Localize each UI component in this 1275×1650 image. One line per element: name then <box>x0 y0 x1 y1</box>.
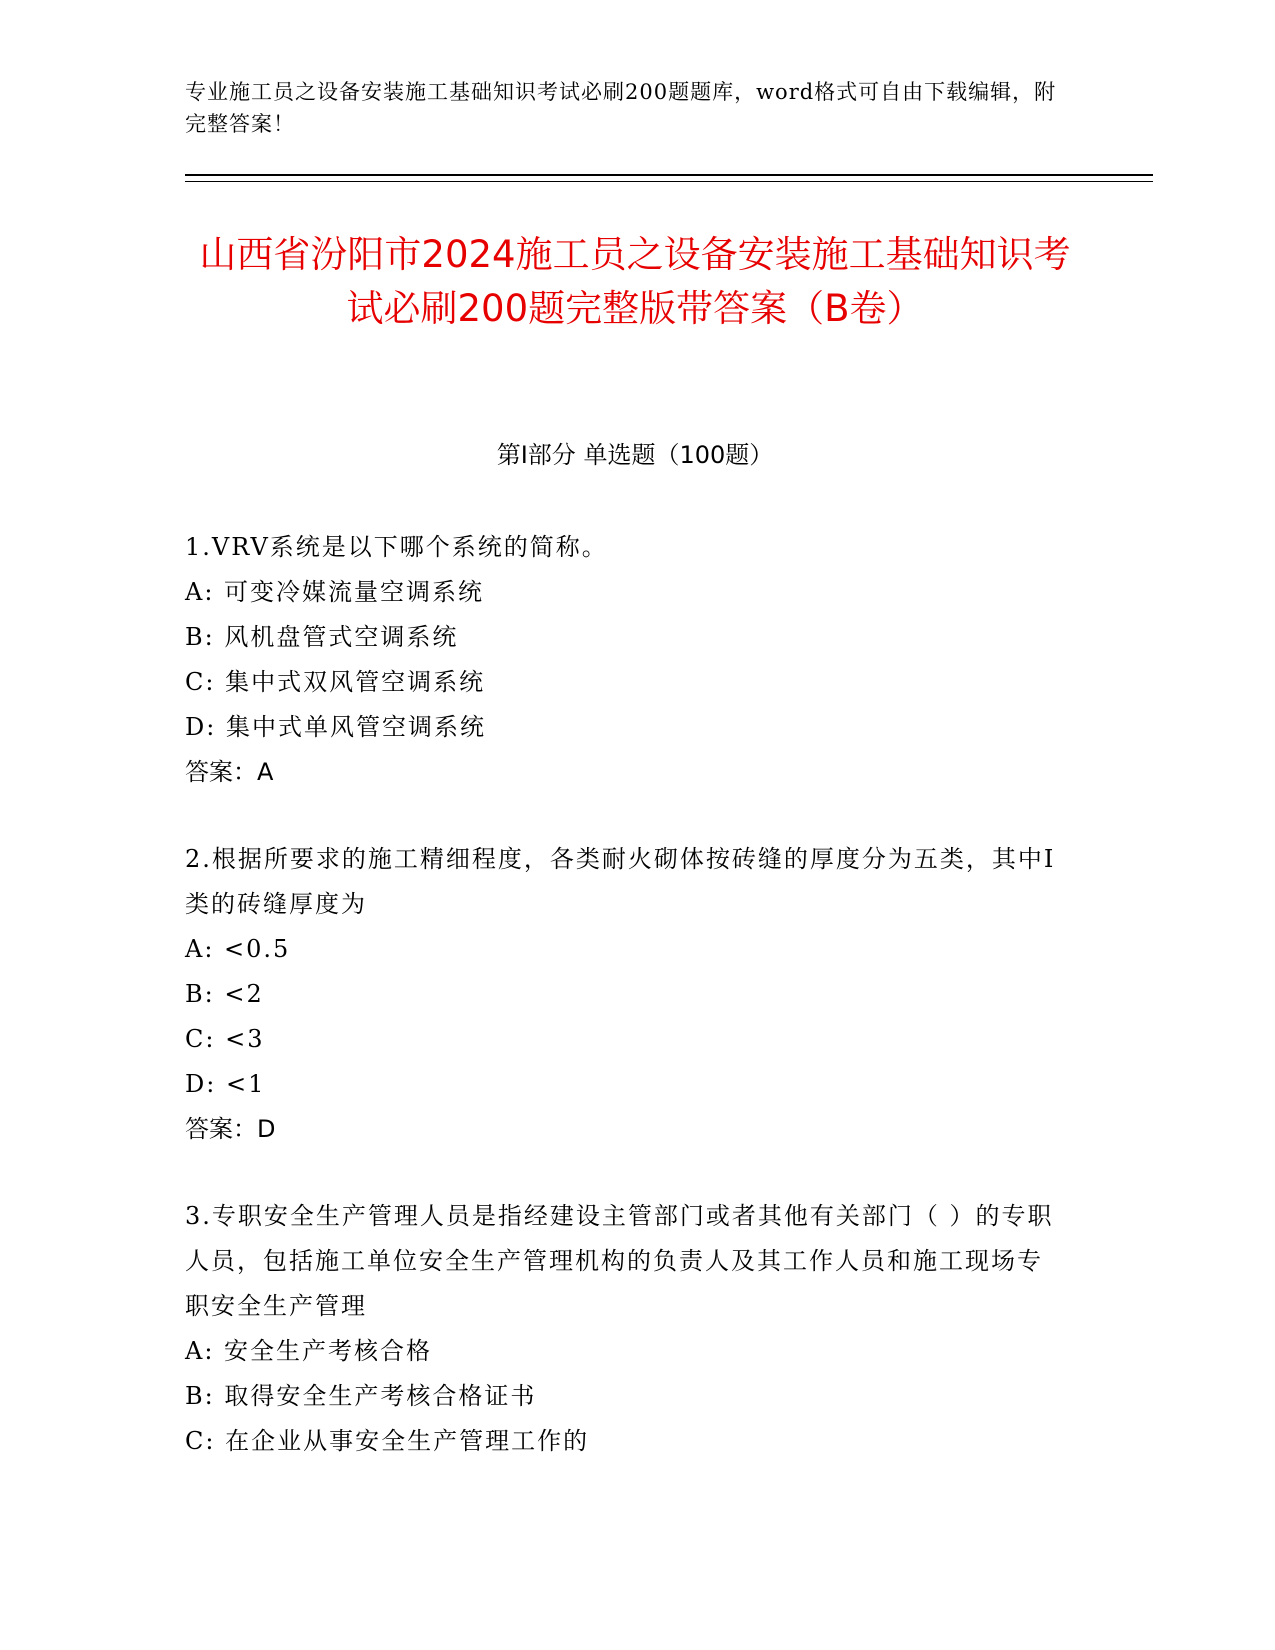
option-d: D: <1 <box>185 1070 266 1098</box>
option-a: A: 可变冷媒流量空调系统 <box>185 578 485 606</box>
question-text: 2.根据所要求的施工精细程度，各类耐火砌体按砖缝的厚度分为五类，其中Ⅰ类的砖缝厚度为 <box>185 845 1056 918</box>
option-b: B: <2 <box>185 980 264 1008</box>
option-c: C: <3 <box>185 1025 265 1053</box>
option-a: A: <0.5 <box>185 935 291 963</box>
question-3 <box>185 1194 1065 1464</box>
answer: 答案：A <box>185 758 274 786</box>
header-divider-thin <box>185 181 1153 182</box>
header-note: 专业施工员之设备安装施工基础知识考试必刷200题题库，word格式可自由下载编辑，附完整答案！ <box>185 80 1057 136</box>
option-c: C: 集中式双风管空调系统 <box>185 668 486 696</box>
option-d: D: 集中式单风管空调系统 <box>185 713 486 741</box>
option-b: B: 取得安全生产考核合格证书 <box>185 1382 537 1410</box>
question-text: 1.VRV系统是以下哪个系统的简称。 <box>185 533 608 561</box>
question-text: 3.专职安全生产管理人员是指经建设主管部门或者其他有关部门（ ）的专职人员，包括施工单位安全生产管理机构的负责人及其工作人员和施工现场专职安全生产管理 <box>185 1202 1054 1320</box>
question-list <box>185 525 1065 1506</box>
option-a: A: 安全生产考核合格 <box>185 1337 433 1365</box>
header-divider-thick <box>185 174 1153 176</box>
question-2 <box>185 837 1065 1152</box>
question-1 <box>185 525 1065 795</box>
option-b: B: 风机盘管式空调系统 <box>185 623 459 651</box>
document-title: 山西省汾阳市2024施工员之设备安装施工基础知识考试必刷200题完整版带答案（B卷） <box>199 233 1071 330</box>
answer: 答案：D <box>185 1115 276 1143</box>
option-c: C: 在企业从事安全生产管理工作的 <box>185 1427 590 1455</box>
section-heading: 第I部分 单选题（100题） <box>496 441 774 469</box>
